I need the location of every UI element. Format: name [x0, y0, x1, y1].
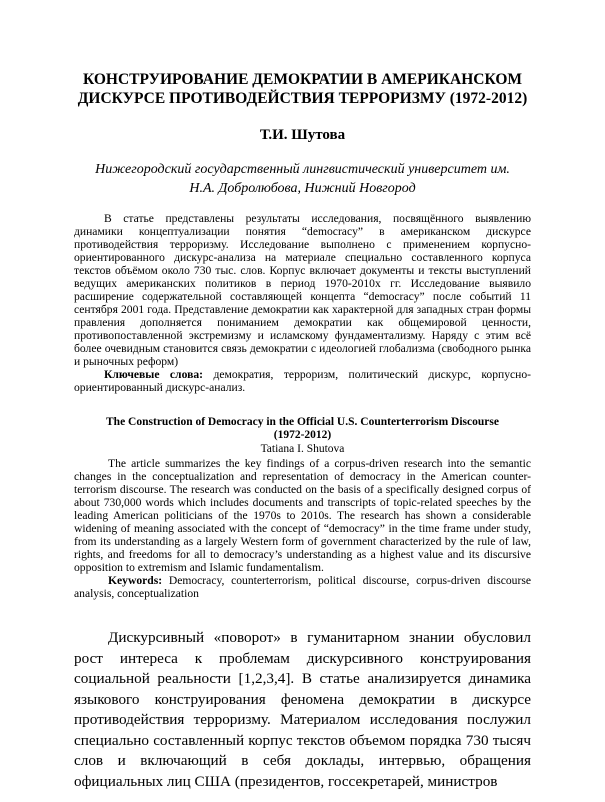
- paper-title-line-2: ДИСКУРСЕ ПРОТИВОДЕЙСТВИЯ ТЕРРОРИЗМУ (1972-2012): [77, 90, 528, 107]
- english-title-line-2: (1972-2012): [273, 429, 332, 441]
- body-paragraph: Дискурсивный «поворот» в гуманитарном знании обусловил рост интереса к проблемам дискурсивного конструирования социальной реальности [1,2,3,4]. В статье анализируется динамика языкового конструирования феномена демократии в дискурсе противодействия терроризму. Материалом исследования послужил специально составленный корпус текстов объемом порядка 730 тысяч слов и включающий в себя доклады, интервью, обращения официальных лиц США (президентов, госсекретарей, министров: [74, 629, 531, 790]
- abstract-russian: [74, 212, 531, 394]
- english-title: [74, 416, 531, 442]
- affiliation-line-1: Нижегородский государственный лингвистический университет им.: [95, 162, 510, 177]
- english-author-name: Tatiana I. Shutova: [260, 443, 345, 455]
- author-affiliation: [40, 160, 565, 198]
- keywords-russian: [74, 368, 531, 394]
- affiliation-line-2: Н.А. Добролюбова, Нижний Новгород: [189, 181, 416, 196]
- keywords-russian-list: демократия, терроризм, политический дискурс, корпусно-ориентированный дискурс-анализ.: [74, 368, 531, 394]
- english-title-line-1: The Construction of Democracy in the Official U.S. Counterterrorism Discourse: [106, 416, 499, 428]
- abstract-russian-text: В статье представлены результаты исследования, посвящённого выявлению динамики концептуализации понятия “democracy” в американском дискурсе противодействия терроризму. Исследование выполнено с применением корпусно-ориентированного дискурс-анализа на материале специально составленного корпуса текстов объёмом около 730 тыс. слов. Корпус включает документы и тексты выступлений ведущих американских политиков в период 1970-2010х гг. Исследование выявило расширение содержательной составляющей концепта “democracy” после событий 11 сентября 2001 года. Представление демократии как характерной для западных стран формы правления дополняется пониманием демократии как общемировой ценности, противопоставленной экстремизму и исламскому фундаментализму. Наряду с этим всё более очевидным становится связь демократии с идеологией глобализма (свободного рынка и рыночных реформ): [74, 212, 531, 368]
- keywords-english: [74, 574, 531, 600]
- author-name: Т.И. Шутова: [259, 127, 346, 143]
- paper-title: [40, 70, 565, 108]
- abstract-english-text: The article summarizes the key findings of a corpus-driven research into the semantic changes in the conceptualization and representation of democracy in the American counter-terrorism discourse. The research was conducted on the basis of a specifically designed corpus of about 730,000 words which includes documents and transcripts of topic-related speeches by the leading American politicians of the 1970s to 2010s. The research has shown a considerable widening of meaning associated with the concept of “democracy” in the time frame under study, from its understanding as a largely Western form of government characterized by the rule of law, rights, and freedoms for all to democracy’s understanding as a highest value and its discursive opposition to extremism and Islamic fundamentalism.: [74, 457, 531, 574]
- keywords-russian-label: Ключевые слова:: [104, 368, 203, 381]
- abstract-english: [74, 457, 531, 600]
- body-text: [74, 628, 531, 792]
- keywords-english-list: Democracy, counterterrorism, political discourse, corpus-driven discourse analysis, conceptualization: [74, 574, 531, 600]
- keywords-english-label: Keywords:: [108, 574, 163, 587]
- paper-title-line-1: КОНСТРУИРОВАНИЕ ДЕМОКРАТИИ В АМЕРИКАНСКОМ: [82, 71, 523, 88]
